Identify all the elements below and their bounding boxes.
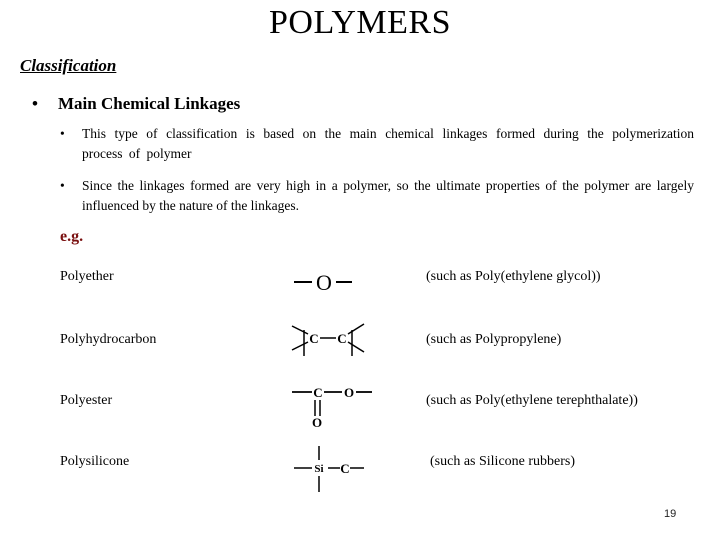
atom-label: O — [311, 415, 323, 430]
sub-bullet-text: Since the linkages formed are very high in a polymer, so the ultimate properties of the polymer are largely influenced by the nature of the linkages. — [82, 178, 694, 213]
bullet-icon: • — [60, 126, 65, 141]
section-heading: Classification — [20, 56, 117, 75]
example-label: e.g. — [60, 228, 84, 245]
page-title: POLYMERS — [269, 4, 451, 41]
atom-label: C — [340, 461, 350, 476]
atom-label: C — [309, 331, 319, 346]
example-name-polyether: Polyether — [60, 269, 114, 284]
atom-label: C — [337, 331, 347, 346]
example-note-polyether: (such as Poly(ethylene glycol)) — [426, 269, 601, 284]
ester-linkage-structure — [292, 392, 372, 416]
example-note-polyhydrocarbon: (such as Polypropylene) — [426, 332, 562, 347]
bullet-icon: • — [32, 94, 38, 113]
main-bullet-text: Main Chemical Linkages — [58, 94, 241, 113]
page-number: 19 — [664, 508, 677, 520]
atom-label: O — [316, 270, 332, 295]
example-name-polyhydrocarbon: Polyhydrocarbon — [60, 332, 157, 347]
bullet-icon: • — [60, 178, 65, 193]
atom-label: O — [343, 385, 355, 400]
sub-bullet-text: This type of classification is based on the main chemical linkages formed during the polymerization process of polymer — [82, 126, 694, 161]
example-note-polyester: (such as Poly(ethylene terephthalate)) — [426, 393, 638, 408]
silicone-linkage-structure — [294, 446, 364, 492]
example-name-polysilicone: Polysilicone — [60, 454, 130, 469]
hydrocarbon-linkage-structure — [292, 324, 364, 356]
atom-label: Si — [314, 463, 324, 475]
example-name-polyester: Polyester — [60, 393, 113, 408]
atom-label: C — [313, 385, 323, 400]
example-note-polysilicone: (such as Silicone rubbers) — [430, 454, 576, 469]
